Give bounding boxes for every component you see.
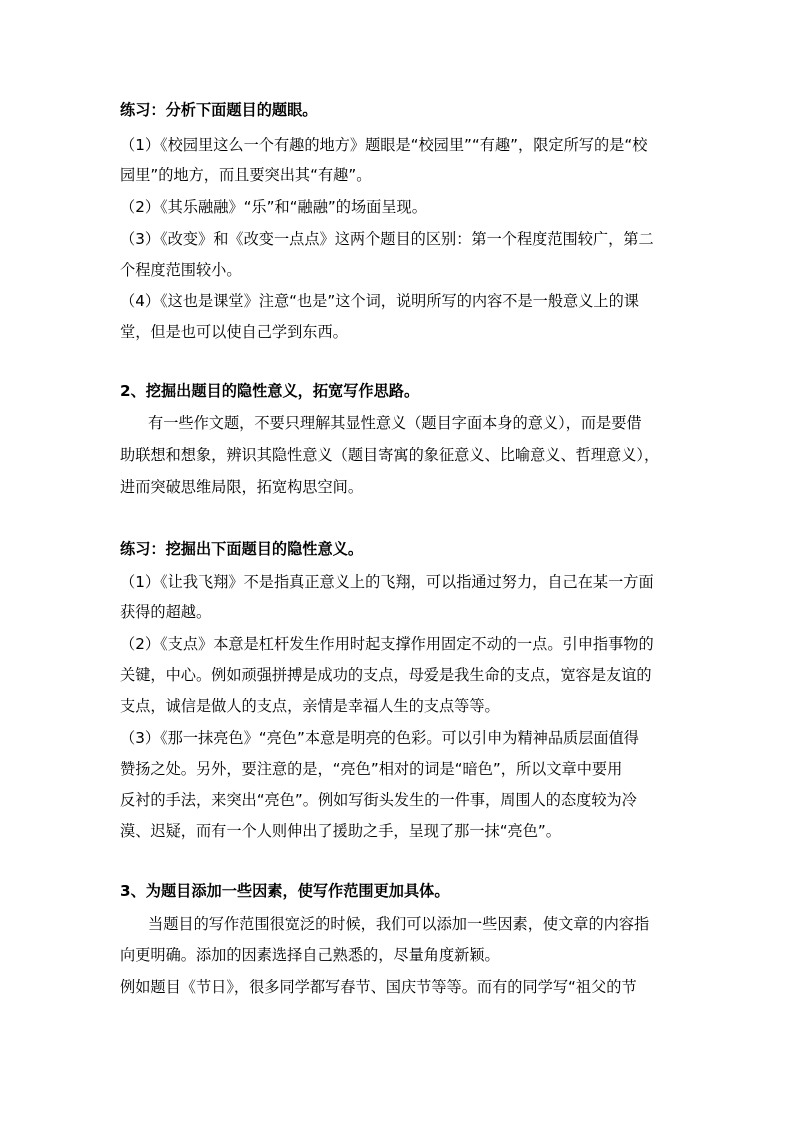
text-line: 堂，但是也可以使自己学到东西。 — [120, 323, 348, 341]
text-line: 园里”的地方，而且要突出其“有趣”。 — [120, 166, 372, 184]
text-line: 漠、迟疑，而有一个人则伸出了援助之手，呈现了那一抹“亮色”。 — [120, 822, 561, 840]
text-line: 有一些作文题，不要只理解其显性意义（题目字面本身的意义），而是要借 — [148, 414, 642, 432]
text-line: 反衬的手法，来突出“亮色”。例如写街头发生的一件事，周围人的态度较为冷 — [120, 791, 637, 809]
text-line: （4）《这也是课堂》注意“也是”这个词，说明所写的内容不是一般意义上的课 — [120, 292, 639, 310]
text-line: 进而突破思维局限，拓宽构思空间。 — [120, 478, 363, 496]
text-line: （2）《支点》本意是杠杆发生作用时起支撑作用固定不动的一点。引申指事物的 — [120, 635, 654, 653]
text-line: 例如题目《节日》，很多同学都写春节、国庆节等等。而有的同学写“祖父的节 — [120, 978, 637, 996]
text-line: （3）《那一抹亮色》“亮色”本意是明亮的色彩。可以引申为精神品质层面值得 — [120, 729, 639, 747]
text-line: 个程度范围较小。 — [120, 261, 242, 279]
section-heading-3: 3、为题目添加一些因素，使写作范围更加具体。 — [120, 882, 450, 900]
text-line: 向更明确。添加的因素选择自己熟悉的，尽量角度新颖。 — [120, 946, 500, 964]
text-line: 助联想和想象，辨识其隐性意义（题目寄寓的象征意义、比喻意义、哲理意义）， — [120, 446, 660, 464]
text-line: 关键，中心。例如顽强拼搏是成功的支点，母爱是我生命的支点，宽容是友谊的 — [120, 666, 652, 684]
text-line: （1）《让我飞翔》不是指真正意义上的飞翔，可以指通过努力，自己在某一方面 — [120, 573, 654, 591]
text-line: （3）《改变》和《改变一点点》这两个题目的区别：第一个程度范围较广，第二 — [120, 230, 654, 248]
text-line: 当题目的写作范围很宽泛的时候，我们可以添加一些因素，使文章的内容指 — [148, 915, 650, 933]
text-line: （2）《其乐融融》“乐”和“融融”的场面呈现。 — [120, 198, 427, 216]
text-line: 赞扬之处。另外，要注意的是，“亮色”相对的词是“暗色”，所以文章中要用 — [120, 760, 623, 778]
text-line: 支点，诚信是做人的支点，亲情是幸福人生的支点等等。 — [120, 697, 500, 715]
exercise-heading-2: 练习：挖掘出下面题目的隐性意义。 — [120, 540, 363, 558]
text-line: （1）《校园里这么一个有趣的地方》题眼是“校园里”“有趣”，限定所写的是“校 — [120, 136, 648, 154]
exercise-heading-1: 练习：分析下面题目的题眼。 — [120, 101, 318, 119]
section-heading-2: 2、挖掘出题目的隐性意义，拓宽写作思路。 — [120, 382, 420, 400]
text-line: 获得的超越。 — [120, 603, 212, 621]
